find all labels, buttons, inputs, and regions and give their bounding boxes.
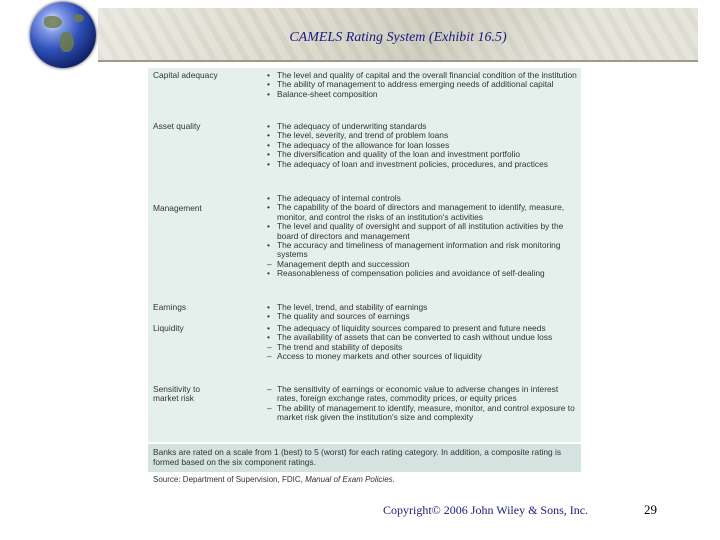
item-text: The adequacy of underwriting standards bbox=[277, 121, 427, 131]
item-text: Access to money markets and other sources of liquidity bbox=[277, 351, 482, 362]
camels-table bbox=[148, 68, 581, 442]
list-item bbox=[267, 90, 579, 99]
row-category: Capital adequacy bbox=[153, 70, 218, 80]
item-text: The adequacy of the allowance for loan losses bbox=[277, 139, 450, 150]
item-text: The adequacy of liquidity sources compared to present and future needs bbox=[277, 323, 546, 333]
bullet-marker: • bbox=[267, 130, 270, 141]
item-text: The capability of the board of directors and management to identify, measure, monitor, and control the risks of an institution's activities bbox=[277, 202, 565, 222]
row-category: Earnings bbox=[153, 302, 187, 312]
bullet-marker: • bbox=[267, 268, 270, 279]
bullet-marker: • bbox=[267, 88, 270, 99]
item-text: Management depth and succession bbox=[277, 258, 410, 269]
source-prefix: Source: Department of Supervision, FDIC, bbox=[153, 475, 306, 484]
bullet-marker: – bbox=[267, 351, 272, 362]
item-text: The sensitivity of earnings or economic value to adverse changes in interest rates, foreign exchange rates, commodity prices, or equity prices bbox=[277, 384, 559, 404]
item-text: Reasonableness of compensation policies and avoidance of self-dealing bbox=[277, 268, 545, 279]
item-text: The accuracy and timeliness of management information and risk monitoring systems bbox=[277, 240, 561, 260]
item-text: The level and quality of capital and the overall financial condition of the institution bbox=[277, 70, 577, 80]
bullet-marker: – bbox=[267, 258, 272, 269]
row-category: Management bbox=[153, 203, 202, 213]
row-category: Liquidity bbox=[153, 323, 184, 333]
bullet-marker: • bbox=[267, 70, 270, 80]
bullet-marker: – bbox=[267, 384, 272, 394]
bullet-marker: • bbox=[267, 311, 270, 322]
bullet-marker: – bbox=[267, 402, 272, 413]
rating-scale-note: Banks are rated on a scale from 1 (best) to 5 (worst) for each rating category. In addition, a composite rating is formed based on the six component ratings. bbox=[148, 444, 581, 472]
list-item bbox=[267, 222, 579, 241]
bullet-marker: • bbox=[267, 193, 270, 203]
item-text: The level, severity, and trend of problem loans bbox=[277, 130, 449, 141]
globe-logo bbox=[30, 2, 96, 68]
bullet-marker: • bbox=[267, 79, 270, 90]
bullet-marker: • bbox=[267, 323, 270, 333]
row-category: Sensitivity to market risk bbox=[153, 384, 201, 404]
bullet-marker: • bbox=[267, 139, 270, 150]
bullet-marker: • bbox=[267, 332, 270, 343]
item-text: The diversification and quality of the loan and investment portfolio bbox=[277, 149, 521, 160]
page-number: 29 bbox=[644, 502, 657, 517]
copyright-text: Copyright© 2006 John Wiley & Sons, Inc. bbox=[383, 503, 589, 517]
item-text: The adequacy of loan and investment policies, procedures, and practices bbox=[277, 158, 548, 169]
list-item bbox=[267, 385, 579, 404]
list-item bbox=[267, 203, 579, 222]
list-item bbox=[267, 312, 579, 321]
bullet-marker: • bbox=[267, 149, 270, 160]
source-title: Manual of Exam Policies. bbox=[305, 475, 395, 484]
item-text: The trend and stability of deposits bbox=[277, 341, 403, 352]
item-text: The level and quality of oversight and support of all institution activities by the board of directors and management bbox=[277, 221, 564, 241]
item-text: The adequacy of internal controls bbox=[277, 193, 401, 203]
list-item bbox=[267, 352, 579, 361]
item-text: The level, trend, and stability of earnings bbox=[277, 302, 428, 312]
item-text: The availability of assets that can be converted to cash without undue loss bbox=[277, 332, 553, 343]
list-item bbox=[267, 160, 579, 169]
item-text: The ability of management to identify, measure, monitor, and control exposure to market risk given the institution's size and complexity bbox=[277, 402, 575, 423]
bullet-marker: • bbox=[267, 221, 270, 232]
bullet-marker: • bbox=[267, 302, 270, 312]
item-text: The quality and sources of earnings bbox=[277, 311, 410, 322]
bullet-marker: – bbox=[267, 341, 272, 352]
bullet-marker: • bbox=[267, 202, 270, 213]
list-item bbox=[267, 404, 579, 423]
list-item bbox=[267, 241, 579, 260]
list-item bbox=[267, 269, 579, 278]
bullet-marker: • bbox=[267, 121, 270, 131]
bullet-marker: • bbox=[267, 240, 270, 251]
item-text: Balance-sheet composition bbox=[277, 88, 378, 99]
title-banner bbox=[98, 8, 698, 62]
slide-title: CAMELS Rating System (Exhibit 16.5) bbox=[289, 30, 507, 45]
bullet-marker: • bbox=[267, 158, 270, 169]
row-category: Asset quality bbox=[153, 121, 201, 131]
item-text: The ability of management to address emerging needs of additional capital bbox=[277, 79, 554, 90]
source-citation bbox=[153, 475, 395, 484]
